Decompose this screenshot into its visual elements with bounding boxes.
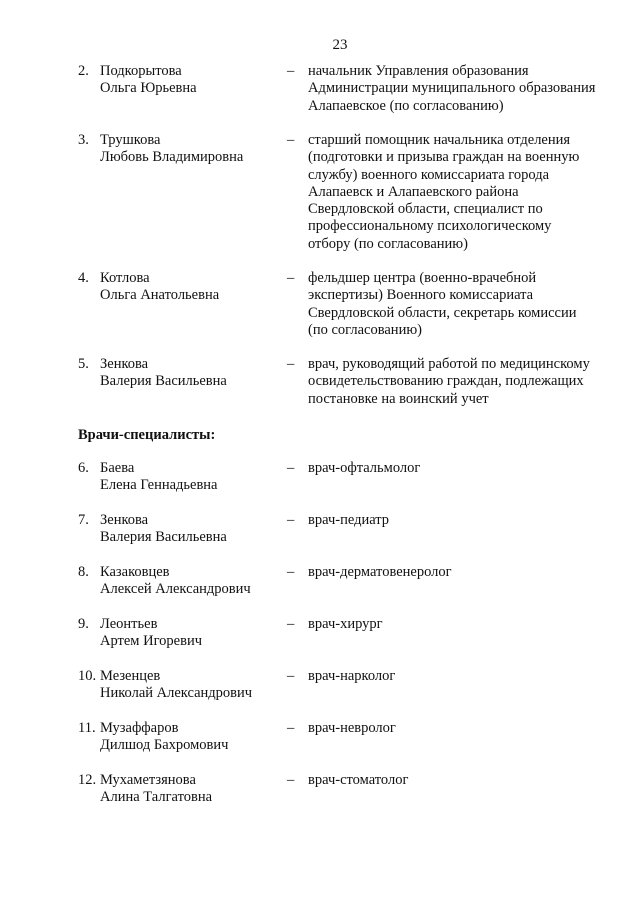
- item-number: 3.: [78, 132, 89, 148]
- dash: –: [287, 512, 295, 528]
- given-names: Николай Александрович: [100, 685, 253, 702]
- item-number: 9.: [78, 616, 89, 632]
- person-name: [100, 616, 280, 651]
- desc-line: Свердловской области, специалист по: [308, 201, 543, 218]
- dash: –: [287, 720, 295, 736]
- position-description: [308, 564, 638, 581]
- desc-line: профессиональному психологическому: [308, 218, 552, 235]
- desc-line: экспертизы) Военного комиссариата: [308, 287, 534, 304]
- position-description: [308, 720, 638, 737]
- surname: Мухаметзянова: [100, 772, 196, 788]
- item-number: 10.: [78, 668, 97, 684]
- dash: –: [287, 772, 295, 788]
- surname: Зенкова: [100, 356, 149, 372]
- item-number: 12.: [78, 772, 97, 788]
- position-description: [308, 132, 638, 253]
- position-description: [308, 512, 638, 529]
- desc-line: освидетельствованию граждан, подлежащих: [308, 373, 584, 390]
- dash: –: [287, 132, 295, 148]
- person-name: [100, 356, 280, 391]
- given-names: Артем Игоревич: [100, 633, 202, 650]
- position-description: [308, 63, 638, 115]
- desc-line: (по согласованию): [308, 321, 422, 338]
- given-names: Алина Талгатовна: [100, 789, 213, 806]
- dash: –: [287, 564, 295, 580]
- position-description: [308, 356, 638, 408]
- surname: Мезенцев: [100, 668, 161, 684]
- surname: Музаффаров: [100, 720, 179, 736]
- given-names: Валерия Васильевна: [100, 373, 227, 390]
- person-name: [100, 564, 280, 599]
- given-names: Валерия Васильевна: [100, 529, 227, 546]
- person-name: [100, 512, 280, 547]
- desc-line: врач-хирург: [308, 616, 383, 632]
- position-description: [308, 616, 638, 633]
- desc-line: постановке на воинский учет: [308, 390, 489, 407]
- person-name: [100, 720, 280, 755]
- desc-line: врач-нарколог: [308, 668, 396, 684]
- desc-line: Свердловской области, секретарь комиссии: [308, 304, 577, 321]
- desc-line: врач-стоматолог: [308, 772, 409, 788]
- desc-line: врач-невролог: [308, 720, 396, 736]
- dash: –: [287, 616, 295, 632]
- given-names: Ольга Анатольевна: [100, 287, 220, 304]
- page-number: 23: [332, 37, 348, 53]
- surname: Казаковцев: [100, 564, 170, 580]
- item-number: 4.: [78, 270, 89, 286]
- item-number: 8.: [78, 564, 89, 580]
- desc-line: отбору (по согласованию): [308, 235, 468, 252]
- person-name: [100, 460, 280, 495]
- desc-line: начальник Управления образования: [308, 63, 529, 79]
- surname: Баева: [100, 460, 135, 476]
- item-number: 6.: [78, 460, 89, 476]
- person-name: [100, 132, 280, 167]
- desc-line: Алапаевск и Алапаевского района: [308, 183, 519, 200]
- desc-line: врач-дерматовенеролог: [308, 564, 452, 580]
- item-number: 2.: [78, 63, 89, 79]
- dash: –: [287, 270, 295, 286]
- item-number: 11.: [78, 720, 96, 736]
- person-name: [100, 668, 280, 703]
- item-number: 7.: [78, 512, 89, 528]
- surname: Подкорытова: [100, 63, 182, 79]
- desc-line: Администрации муниципального образования: [308, 80, 596, 97]
- item-number: 5.: [78, 356, 89, 372]
- dash: –: [287, 668, 295, 684]
- given-names: Елена Геннадьевна: [100, 477, 218, 494]
- person-name: [100, 772, 280, 807]
- surname: Трушкова: [100, 132, 161, 148]
- person-name: [100, 63, 280, 98]
- person-name: [100, 270, 280, 305]
- given-names: Алексей Александрович: [100, 581, 251, 598]
- surname: Зенкова: [100, 512, 149, 528]
- surname: Леонтьев: [100, 616, 158, 632]
- position-description: [308, 668, 638, 685]
- desc-line: (подготовки и призыва граждан на военную: [308, 149, 580, 166]
- desc-line: службу) военного комиссариата города: [308, 166, 550, 183]
- desc-line: старший помощник начальника отделения: [308, 132, 571, 148]
- dash: –: [287, 63, 295, 79]
- desc-line: фельдшер центра (военно-врачебной: [308, 270, 537, 286]
- dash: –: [287, 356, 295, 372]
- position-description: [308, 460, 638, 477]
- position-description: [308, 772, 638, 789]
- desc-line: врач-педиатр: [308, 512, 390, 528]
- desc-line: врач, руководящий работой по медицинскому: [308, 356, 590, 372]
- desc-line: Алапаевское (по согласованию): [308, 97, 504, 114]
- dash: –: [287, 460, 295, 476]
- desc-line: врач-офтальмолог: [308, 460, 421, 476]
- section-heading: Врачи-специалисты:: [78, 427, 216, 443]
- surname: Котлова: [100, 270, 150, 286]
- given-names: Ольга Юрьевна: [100, 80, 197, 97]
- given-names: Любовь Владимировна: [100, 149, 244, 166]
- position-description: [308, 270, 638, 339]
- given-names: Дилшод Бахромович: [100, 737, 229, 754]
